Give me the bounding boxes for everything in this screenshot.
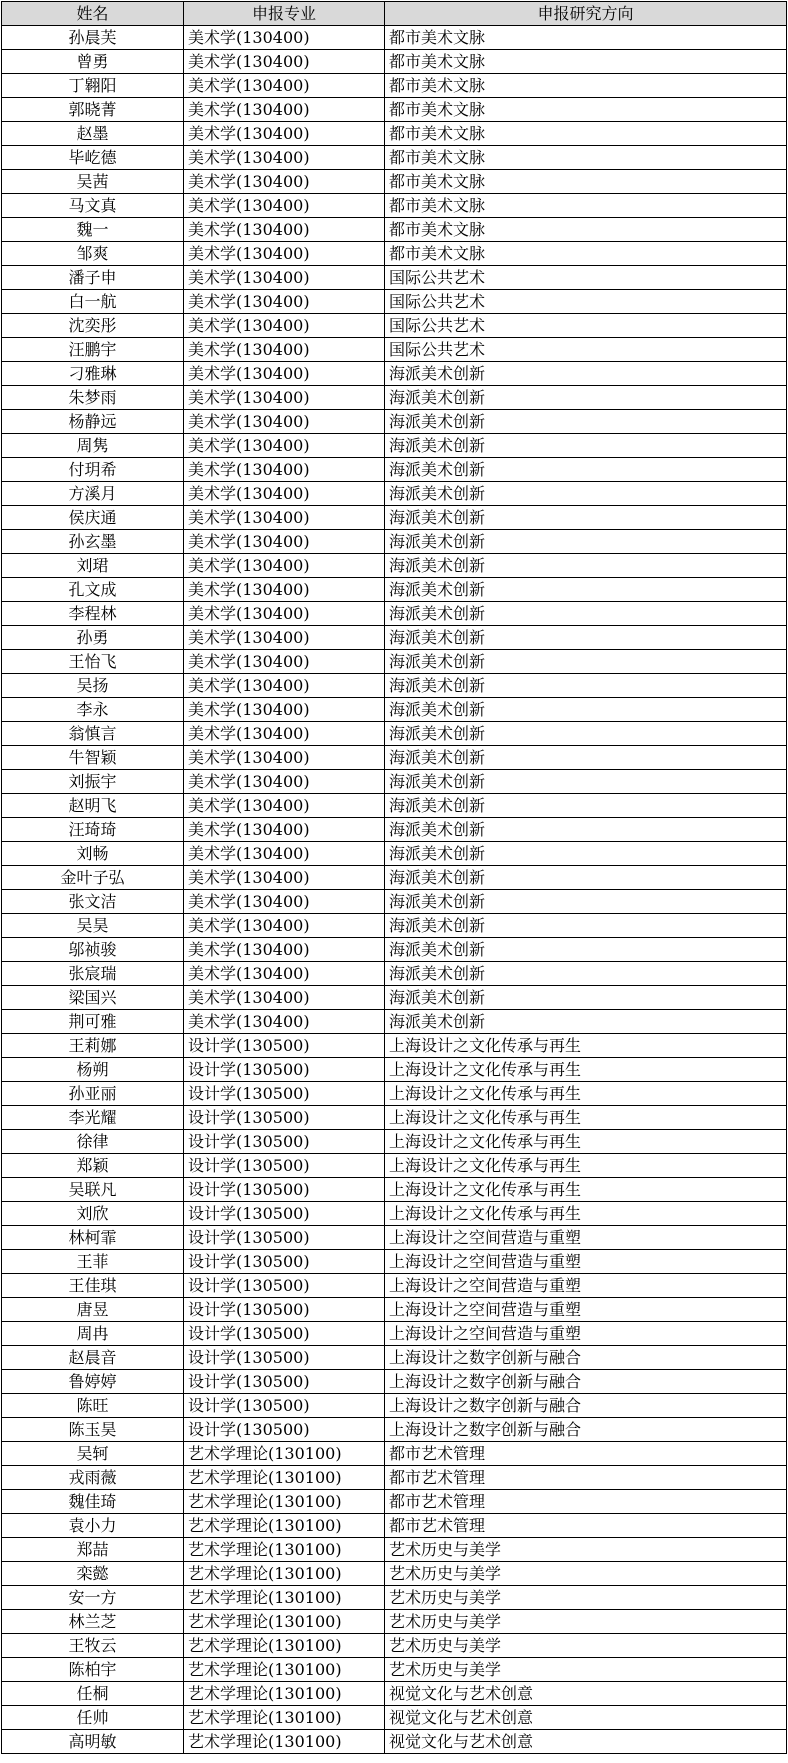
cell-name: 赵墨	[2, 122, 184, 146]
cell-research-direction: 上海设计之数字创新与融合	[385, 1370, 787, 1394]
cell-research-direction: 都市艺术管理	[385, 1490, 787, 1514]
table-row	[2, 410, 787, 434]
cell-name: 郭晓菁	[2, 98, 184, 122]
cell-research-direction: 都市美术文脉	[385, 218, 787, 242]
table-row	[2, 1538, 787, 1562]
table-row	[2, 1634, 787, 1658]
table-row	[2, 1562, 787, 1586]
cell-research-direction: 都市美术文脉	[385, 98, 787, 122]
cell-research-direction: 海派美术创新	[385, 410, 787, 434]
table-row	[2, 938, 787, 962]
cell-name: 王菲	[2, 1250, 184, 1274]
table-row	[2, 458, 787, 482]
cell-research-direction: 上海设计之数字创新与融合	[385, 1418, 787, 1442]
cell-research-direction: 上海设计之数字创新与融合	[385, 1394, 787, 1418]
cell-major: 设计学(130500)	[184, 1106, 385, 1130]
cell-name: 刘欣	[2, 1202, 184, 1226]
cell-research-direction: 海派美术创新	[385, 818, 787, 842]
cell-name: 陈柏宇	[2, 1658, 184, 1682]
cell-major: 美术学(130400)	[184, 98, 385, 122]
table-row	[2, 434, 787, 458]
cell-name: 任帅	[2, 1706, 184, 1730]
cell-name: 梁国兴	[2, 986, 184, 1010]
cell-major: 设计学(130500)	[184, 1250, 385, 1274]
table-row	[2, 1658, 787, 1682]
table-row	[2, 1418, 787, 1442]
cell-research-direction: 海派美术创新	[385, 458, 787, 482]
cell-research-direction: 国际公共艺术	[385, 290, 787, 314]
applicant-table	[1, 1, 787, 1754]
cell-research-direction: 海派美术创新	[385, 770, 787, 794]
cell-major: 美术学(130400)	[184, 818, 385, 842]
cell-name: 刘畅	[2, 842, 184, 866]
cell-major: 美术学(130400)	[184, 530, 385, 554]
cell-research-direction: 上海设计之空间营造与重塑	[385, 1322, 787, 1346]
cell-research-direction: 视觉文化与艺术创意	[385, 1682, 787, 1706]
cell-research-direction: 都市艺术管理	[385, 1466, 787, 1490]
table-row	[2, 1154, 787, 1178]
cell-research-direction: 艺术历史与美学	[385, 1586, 787, 1610]
cell-name: 刁雅琳	[2, 362, 184, 386]
cell-name: 朱梦雨	[2, 386, 184, 410]
cell-name: 刘振宇	[2, 770, 184, 794]
cell-research-direction: 海派美术创新	[385, 434, 787, 458]
cell-major: 美术学(130400)	[184, 674, 385, 698]
cell-major: 美术学(130400)	[184, 506, 385, 530]
table-row	[2, 698, 787, 722]
cell-research-direction: 都市艺术管理	[385, 1514, 787, 1538]
table-row	[2, 1058, 787, 1082]
table-row	[2, 146, 787, 170]
cell-major: 美术学(130400)	[184, 626, 385, 650]
cell-major: 美术学(130400)	[184, 242, 385, 266]
cell-name: 魏佳琦	[2, 1490, 184, 1514]
cell-research-direction: 海派美术创新	[385, 914, 787, 938]
cell-major: 美术学(130400)	[184, 938, 385, 962]
cell-research-direction: 上海设计之空间营造与重塑	[385, 1298, 787, 1322]
cell-major: 设计学(130500)	[184, 1346, 385, 1370]
cell-major: 艺术学理论(130100)	[184, 1490, 385, 1514]
table-row	[2, 314, 787, 338]
table-row	[2, 50, 787, 74]
cell-name: 吴联凡	[2, 1178, 184, 1202]
cell-name: 毕屹德	[2, 146, 184, 170]
table-row	[2, 266, 787, 290]
cell-research-direction: 都市美术文脉	[385, 26, 787, 50]
table-row	[2, 290, 787, 314]
cell-name: 杨静远	[2, 410, 184, 434]
cell-research-direction: 上海设计之文化传承与再生	[385, 1082, 787, 1106]
cell-name: 孙晨芙	[2, 26, 184, 50]
table-row	[2, 866, 787, 890]
table-row	[2, 1322, 787, 1346]
cell-research-direction: 海派美术创新	[385, 650, 787, 674]
cell-name: 吴扬	[2, 674, 184, 698]
cell-name: 吴茜	[2, 170, 184, 194]
cell-major: 美术学(130400)	[184, 962, 385, 986]
cell-major: 美术学(130400)	[184, 314, 385, 338]
cell-major: 美术学(130400)	[184, 74, 385, 98]
cell-name: 陈旺	[2, 1394, 184, 1418]
cell-name: 牛智颖	[2, 746, 184, 770]
cell-major: 美术学(130400)	[184, 146, 385, 170]
applicant-table-container	[1, 1, 787, 1754]
cell-major: 美术学(130400)	[184, 410, 385, 434]
cell-name: 邹爽	[2, 242, 184, 266]
cell-name: 翁慎言	[2, 722, 184, 746]
cell-name: 高明敏	[2, 1730, 184, 1754]
cell-major: 艺术学理论(130100)	[184, 1466, 385, 1490]
cell-major: 美术学(130400)	[184, 266, 385, 290]
table-row	[2, 1394, 787, 1418]
cell-name: 孙勇	[2, 626, 184, 650]
cell-name: 丁翱阳	[2, 74, 184, 98]
cell-major: 美术学(130400)	[184, 170, 385, 194]
table-row	[2, 1034, 787, 1058]
cell-research-direction: 国际公共艺术	[385, 266, 787, 290]
cell-name: 赵明飞	[2, 794, 184, 818]
table-row	[2, 626, 787, 650]
table-row	[2, 26, 787, 50]
cell-research-direction: 海派美术创新	[385, 986, 787, 1010]
cell-name: 唐昱	[2, 1298, 184, 1322]
cell-major: 美术学(130400)	[184, 986, 385, 1010]
cell-major: 艺术学理论(130100)	[184, 1634, 385, 1658]
cell-name: 王怡飞	[2, 650, 184, 674]
cell-research-direction: 海派美术创新	[385, 530, 787, 554]
cell-major: 艺术学理论(130100)	[184, 1562, 385, 1586]
cell-major: 美术学(130400)	[184, 890, 385, 914]
cell-major: 美术学(130400)	[184, 50, 385, 74]
cell-major: 设计学(130500)	[184, 1226, 385, 1250]
cell-name: 王莉娜	[2, 1034, 184, 1058]
cell-major: 艺术学理论(130100)	[184, 1706, 385, 1730]
cell-research-direction: 海派美术创新	[385, 482, 787, 506]
cell-research-direction: 上海设计之空间营造与重塑	[385, 1250, 787, 1274]
cell-name: 汪琦琦	[2, 818, 184, 842]
cell-research-direction: 艺术历史与美学	[385, 1658, 787, 1682]
cell-major: 美术学(130400)	[184, 386, 385, 410]
cell-major: 美术学(130400)	[184, 554, 385, 578]
cell-name: 吴昊	[2, 914, 184, 938]
cell-major: 美术学(130400)	[184, 794, 385, 818]
cell-name: 马文真	[2, 194, 184, 218]
cell-major: 美术学(130400)	[184, 290, 385, 314]
cell-name: 孙玄墨	[2, 530, 184, 554]
table-row	[2, 1298, 787, 1322]
cell-name: 栾懿	[2, 1562, 184, 1586]
cell-name: 林柯霏	[2, 1226, 184, 1250]
cell-major: 设计学(130500)	[184, 1370, 385, 1394]
cell-name: 曾勇	[2, 50, 184, 74]
cell-major: 艺术学理论(130100)	[184, 1730, 385, 1754]
cell-research-direction: 海派美术创新	[385, 674, 787, 698]
cell-name: 陈玉昊	[2, 1418, 184, 1442]
cell-name: 戎雨薇	[2, 1466, 184, 1490]
table-row	[2, 1514, 787, 1538]
table-row	[2, 98, 787, 122]
cell-major: 美术学(130400)	[184, 914, 385, 938]
table-row	[2, 1490, 787, 1514]
table-row	[2, 1178, 787, 1202]
cell-major: 设计学(130500)	[184, 1178, 385, 1202]
cell-name: 周隽	[2, 434, 184, 458]
cell-research-direction: 国际公共艺术	[385, 338, 787, 362]
table-body	[2, 26, 787, 1754]
cell-research-direction: 视觉文化与艺术创意	[385, 1706, 787, 1730]
cell-research-direction: 海派美术创新	[385, 698, 787, 722]
cell-research-direction: 上海设计之文化传承与再生	[385, 1154, 787, 1178]
table-row	[2, 1250, 787, 1274]
cell-major: 艺术学理论(130100)	[184, 1442, 385, 1466]
header-research-direction: 申报研究方向	[385, 2, 787, 26]
cell-research-direction: 海派美术创新	[385, 746, 787, 770]
table-row	[2, 986, 787, 1010]
cell-name: 鲁婷婷	[2, 1370, 184, 1394]
table-row	[2, 506, 787, 530]
table-row	[2, 842, 787, 866]
cell-research-direction: 海派美术创新	[385, 554, 787, 578]
cell-name: 李程林	[2, 602, 184, 626]
table-row	[2, 914, 787, 938]
cell-name: 李永	[2, 698, 184, 722]
cell-major: 设计学(130500)	[184, 1298, 385, 1322]
cell-name: 潘子申	[2, 266, 184, 290]
cell-name: 王佳琪	[2, 1274, 184, 1298]
table-row	[2, 1466, 787, 1490]
cell-name: 赵晨音	[2, 1346, 184, 1370]
cell-research-direction: 都市美术文脉	[385, 194, 787, 218]
cell-major: 美术学(130400)	[184, 122, 385, 146]
table-row	[2, 362, 787, 386]
table-row	[2, 650, 787, 674]
cell-research-direction: 海派美术创新	[385, 386, 787, 410]
cell-name: 张宸瑞	[2, 962, 184, 986]
cell-name: 邬祯骏	[2, 938, 184, 962]
cell-research-direction: 海派美术创新	[385, 578, 787, 602]
table-row	[2, 818, 787, 842]
cell-name: 安一方	[2, 1586, 184, 1610]
cell-major: 美术学(130400)	[184, 866, 385, 890]
table-row	[2, 386, 787, 410]
table-row	[2, 1610, 787, 1634]
cell-research-direction: 海派美术创新	[385, 842, 787, 866]
cell-name: 袁小力	[2, 1514, 184, 1538]
cell-major: 美术学(130400)	[184, 722, 385, 746]
cell-major: 艺术学理论(130100)	[184, 1610, 385, 1634]
table-row	[2, 1730, 787, 1754]
table-row	[2, 722, 787, 746]
table-row	[2, 554, 787, 578]
cell-major: 美术学(130400)	[184, 842, 385, 866]
cell-name: 吴轲	[2, 1442, 184, 1466]
cell-major: 美术学(130400)	[184, 338, 385, 362]
cell-major: 设计学(130500)	[184, 1202, 385, 1226]
cell-name: 郑喆	[2, 1538, 184, 1562]
cell-name: 郑颖	[2, 1154, 184, 1178]
table-row	[2, 1274, 787, 1298]
cell-name: 周冉	[2, 1322, 184, 1346]
table-row	[2, 1682, 787, 1706]
table-row	[2, 242, 787, 266]
cell-name: 杨朔	[2, 1058, 184, 1082]
table-row	[2, 890, 787, 914]
cell-research-direction: 海派美术创新	[385, 626, 787, 650]
cell-research-direction: 上海设计之文化传承与再生	[385, 1178, 787, 1202]
table-row	[2, 482, 787, 506]
cell-major: 设计学(130500)	[184, 1034, 385, 1058]
table-row	[2, 1706, 787, 1730]
cell-research-direction: 都市美术文脉	[385, 74, 787, 98]
cell-research-direction: 上海设计之文化传承与再生	[385, 1106, 787, 1130]
cell-major: 美术学(130400)	[184, 194, 385, 218]
cell-research-direction: 上海设计之文化传承与再生	[385, 1058, 787, 1082]
cell-name: 李光耀	[2, 1106, 184, 1130]
cell-name: 白一航	[2, 290, 184, 314]
cell-name: 徐律	[2, 1130, 184, 1154]
table-row	[2, 1586, 787, 1610]
header-name: 姓名	[2, 2, 184, 26]
cell-major: 美术学(130400)	[184, 698, 385, 722]
cell-major: 美术学(130400)	[184, 1010, 385, 1034]
cell-research-direction: 都市美术文脉	[385, 122, 787, 146]
table-row	[2, 1370, 787, 1394]
cell-research-direction: 上海设计之文化传承与再生	[385, 1034, 787, 1058]
cell-major: 艺术学理论(130100)	[184, 1682, 385, 1706]
cell-major: 美术学(130400)	[184, 770, 385, 794]
cell-major: 设计学(130500)	[184, 1154, 385, 1178]
cell-major: 艺术学理论(130100)	[184, 1514, 385, 1538]
cell-research-direction: 艺术历史与美学	[385, 1610, 787, 1634]
table-row	[2, 578, 787, 602]
cell-major: 设计学(130500)	[184, 1322, 385, 1346]
table-row	[2, 674, 787, 698]
table-row	[2, 1130, 787, 1154]
cell-name: 荆可雅	[2, 1010, 184, 1034]
table-header-row	[2, 2, 787, 26]
table-row	[2, 530, 787, 554]
cell-research-direction: 海派美术创新	[385, 722, 787, 746]
table-row	[2, 338, 787, 362]
table-row	[2, 1082, 787, 1106]
cell-research-direction: 上海设计之文化传承与再生	[385, 1130, 787, 1154]
table-row	[2, 122, 787, 146]
table-row	[2, 1346, 787, 1370]
cell-research-direction: 都市美术文脉	[385, 50, 787, 74]
cell-research-direction: 海派美术创新	[385, 1010, 787, 1034]
cell-research-direction: 海派美术创新	[385, 938, 787, 962]
cell-research-direction: 海派美术创新	[385, 866, 787, 890]
table-row	[2, 170, 787, 194]
cell-research-direction: 艺术历史与美学	[385, 1562, 787, 1586]
header-major: 申报专业	[184, 2, 385, 26]
cell-major: 艺术学理论(130100)	[184, 1538, 385, 1562]
cell-major: 艺术学理论(130100)	[184, 1586, 385, 1610]
cell-major: 美术学(130400)	[184, 362, 385, 386]
cell-name: 魏一	[2, 218, 184, 242]
cell-major: 设计学(130500)	[184, 1058, 385, 1082]
cell-research-direction: 上海设计之文化传承与再生	[385, 1202, 787, 1226]
cell-research-direction: 国际公共艺术	[385, 314, 787, 338]
cell-name: 张文洁	[2, 890, 184, 914]
cell-research-direction: 都市艺术管理	[385, 1442, 787, 1466]
cell-major: 美术学(130400)	[184, 650, 385, 674]
cell-major: 美术学(130400)	[184, 602, 385, 626]
cell-name: 孙亚丽	[2, 1082, 184, 1106]
cell-name: 孔文成	[2, 578, 184, 602]
cell-major: 美术学(130400)	[184, 434, 385, 458]
table-row	[2, 794, 787, 818]
cell-major: 设计学(130500)	[184, 1274, 385, 1298]
cell-major: 美术学(130400)	[184, 458, 385, 482]
cell-name: 侯庆通	[2, 506, 184, 530]
table-row	[2, 1010, 787, 1034]
cell-research-direction: 海派美术创新	[385, 962, 787, 986]
cell-name: 王牧云	[2, 1634, 184, 1658]
table-row	[2, 74, 787, 98]
table-row	[2, 1226, 787, 1250]
cell-major: 美术学(130400)	[184, 482, 385, 506]
cell-research-direction: 都市美术文脉	[385, 146, 787, 170]
cell-research-direction: 艺术历史与美学	[385, 1538, 787, 1562]
cell-research-direction: 海派美术创新	[385, 506, 787, 530]
table-row	[2, 1442, 787, 1466]
cell-research-direction: 海派美术创新	[385, 890, 787, 914]
cell-name: 付玥希	[2, 458, 184, 482]
table-row	[2, 218, 787, 242]
cell-name: 汪鹏宇	[2, 338, 184, 362]
table-row	[2, 1106, 787, 1130]
cell-research-direction: 艺术历史与美学	[385, 1634, 787, 1658]
cell-major: 设计学(130500)	[184, 1082, 385, 1106]
cell-research-direction: 海派美术创新	[385, 362, 787, 386]
cell-research-direction: 都市美术文脉	[385, 170, 787, 194]
cell-name: 林兰芝	[2, 1610, 184, 1634]
cell-major: 设计学(130500)	[184, 1394, 385, 1418]
table-row	[2, 962, 787, 986]
cell-name: 沈奕彤	[2, 314, 184, 338]
cell-major: 美术学(130400)	[184, 578, 385, 602]
table-row	[2, 1202, 787, 1226]
cell-major: 美术学(130400)	[184, 218, 385, 242]
cell-research-direction: 视觉文化与艺术创意	[385, 1730, 787, 1754]
cell-major: 设计学(130500)	[184, 1418, 385, 1442]
cell-research-direction: 海派美术创新	[385, 602, 787, 626]
cell-name: 方溪月	[2, 482, 184, 506]
table-row	[2, 602, 787, 626]
cell-major: 美术学(130400)	[184, 746, 385, 770]
cell-name: 刘珺	[2, 554, 184, 578]
cell-research-direction: 上海设计之空间营造与重塑	[385, 1226, 787, 1250]
cell-research-direction: 海派美术创新	[385, 794, 787, 818]
cell-major: 美术学(130400)	[184, 26, 385, 50]
table-row	[2, 194, 787, 218]
cell-major: 设计学(130500)	[184, 1130, 385, 1154]
cell-research-direction: 上海设计之数字创新与融合	[385, 1346, 787, 1370]
cell-research-direction: 都市美术文脉	[385, 242, 787, 266]
cell-name: 任桐	[2, 1682, 184, 1706]
cell-major: 艺术学理论(130100)	[184, 1658, 385, 1682]
table-row	[2, 770, 787, 794]
cell-name: 金叶子弘	[2, 866, 184, 890]
table-row	[2, 746, 787, 770]
cell-research-direction: 上海设计之空间营造与重塑	[385, 1274, 787, 1298]
